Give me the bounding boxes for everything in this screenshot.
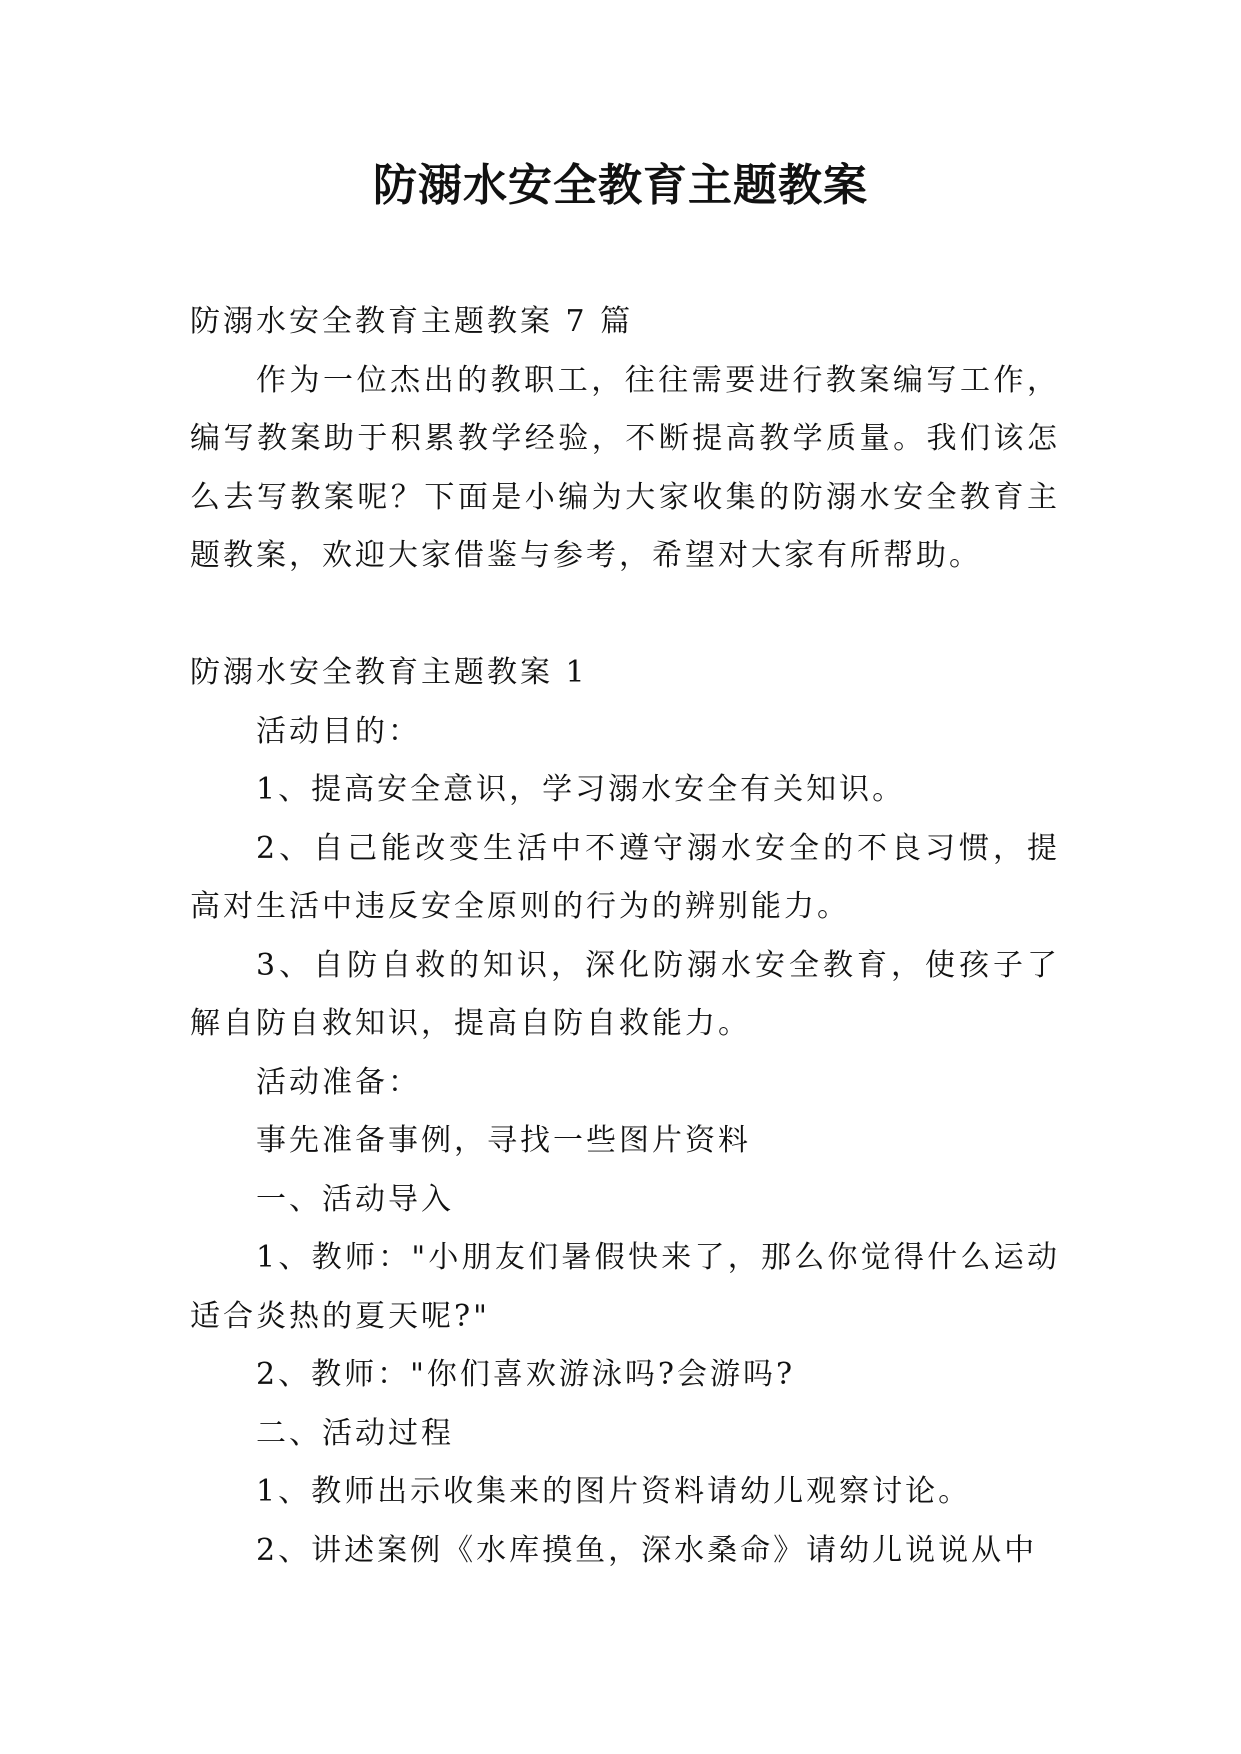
document-subtitle: 防溺水安全教育主题教案 7 篇 — [190, 304, 634, 339]
goal-item: 2、自己能改变生活中不遵守溺水安全的不良习惯，提高对生活中违反安全原则的行为的辨别能力。 — [190, 830, 1060, 924]
prep-text: 事先准备事例，寻找一些图片资料 — [256, 1123, 751, 1158]
prep-label: 活动准备： — [256, 1064, 421, 1100]
part1-item: 2、教师："你们喜欢游泳吗?会游吗? — [256, 1357, 796, 1392]
document-title: 防溺水安全教育主题教案 — [373, 160, 868, 211]
part2-label: 二、活动过程 — [256, 1415, 454, 1451]
part2-item: 2、讲述案例《水库摸鱼，深水桑命》请幼儿说说从中 — [256, 1532, 1038, 1568]
document-body — [190, 293, 1060, 1580]
part2-item: 1、教师出示收集来的图片资料请幼儿观察讨论。 — [256, 1474, 972, 1509]
part1-item: 1、教师："小朋友们暑假快来了，那么你觉得什么运动适合炎热的夏天呢?" — [190, 1240, 1060, 1334]
paragraph-spacer — [190, 586, 1060, 645]
section-heading: 防溺水安全教育主题教案 1 — [190, 655, 588, 690]
goal-item: 1、提高安全意识，学习溺水安全有关知识。 — [256, 772, 906, 807]
part1-label: 一、活动导入 — [256, 1181, 454, 1217]
goal-label: 活动目的： — [256, 713, 421, 749]
goal-item: 3、自防自救的知识，深化防溺水安全教育，使孩子了解自防自救知识，提高自防自救能力。 — [190, 947, 1060, 1041]
intro-paragraph: 作为一位杰出的教职工，往往需要进行教案编写工作，编写教案助于积累教学经验，不断提高教学质量。我们该怎么去写教案呢？下面是小编为大家收集的防溺水安全教育主题教案，欢迎大家借鉴与参考，希望对大家有所帮助。 — [190, 362, 1060, 573]
